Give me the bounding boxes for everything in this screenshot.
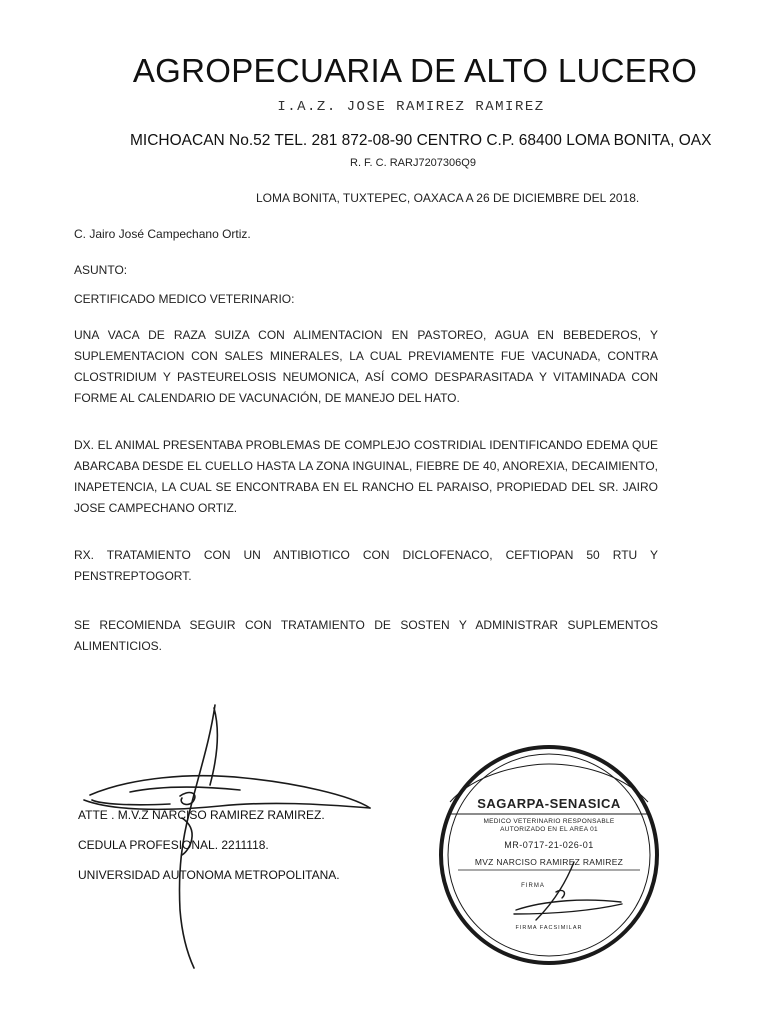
paragraph-diagnosis: DX. EL ANIMAL PRESENTABA PROBLEMAS DE COMPLEJO COSTRIDIAL IDENTIFICANDO EDEMA QUE ABARCABA DESDE EL CUELLO HASTA LA ZONA INGUINAL, FIEBRE DE 40, ANOREXIA, DECAIMIENTO, INAPETENCIA, LA CUAL SE ENCONTRABA EN EL RANCHO EL PARAISO, PROPIEDAD DEL SR. JAIRO JOSE CAMPECHANO ORTIZ.: [74, 438, 658, 515]
stamp-facsimile-label: FIRMA FACSIMILAR: [515, 925, 583, 931]
company-address: MICHOACAN No.52 TEL. 281 872-08-90 CENTRO C.P. 68400 LOMA BONITA, OAX: [130, 132, 712, 149]
company-rfc: R. F. C. RARJ7207306Q9: [350, 157, 476, 169]
stamp-registration: MR-0717-21-026-01: [504, 840, 594, 850]
paragraph-description: UNA VACA DE RAZA SUIZA CON ALIMENTACION EN PASTOREO, AGUA EN BEBEDEROS, Y SUPLEMENTACION CON SALES MINERALES, LA CUAL PREVIAMENTE FUE VACUNADA, CONTRA CLOSTRIDIUM Y PASTEURELOSIS NEUMONICA, ASÍ COMO DESPARASITADA Y VITAMINADA CON FORME AL CALENDARIO DE VACUNACIÓN, DE MANEJO DEL HATO.: [74, 328, 658, 405]
stamp-seal-icon: [436, 742, 662, 968]
company-name: AGROPECUARIA DE ALTO LUCERO: [132, 52, 698, 89]
subject-label: ASUNTO:: [74, 263, 128, 277]
stamp-role-line: MEDICO VETERINARIO RESPONSABLE: [483, 818, 615, 825]
handwritten-signature: [70, 700, 390, 970]
addressee: C. Jairo José Campechano Ortiz.: [74, 227, 251, 241]
paragraph-recommendation: SE RECOMIENDA SEGUIR CON TRATAMIENTO DE SOSTEN Y ADMINISTRAR SUPLEMENTOS ALIMENTICIOS.: [74, 618, 658, 653]
official-stamp: [436, 742, 662, 968]
stamp-role-line: AUTORIZADO EN EL AREA 01: [500, 826, 598, 833]
letter-date: LOMA BONITA, TUXTEPEC, OAXACA A 26 DE DICIEMBRE DEL 2018.: [256, 191, 640, 205]
stamp-holder: MVZ NARCISO RAMIREZ RAMIREZ: [474, 857, 624, 867]
professional-license: CEDULA PROFESIONAL. 2211118.: [78, 838, 269, 852]
owner-name: I.A.Z. JOSE RAMIREZ RAMIREZ: [277, 99, 545, 115]
university-name: UNIVERSIDAD AUTONOMA METROPOLITANA.: [78, 868, 340, 882]
stamp-title: SAGARPA-SENASICA: [477, 796, 621, 811]
stamp-signature-label: FIRMA: [521, 883, 545, 889]
signer-name: ATTE . M.V.Z NARCISO RAMIREZ RAMIREZ.: [78, 808, 325, 822]
certificate-title: CERTIFICADO MEDICO VETERINARIO:: [74, 292, 295, 306]
paragraph-treatment: RX. TRATAMIENTO CON UN ANTIBIOTICO CON DICLOFENACO, CEFTIOPAN 50 RTU Y PENSTREPTOGORT.: [74, 548, 658, 583]
